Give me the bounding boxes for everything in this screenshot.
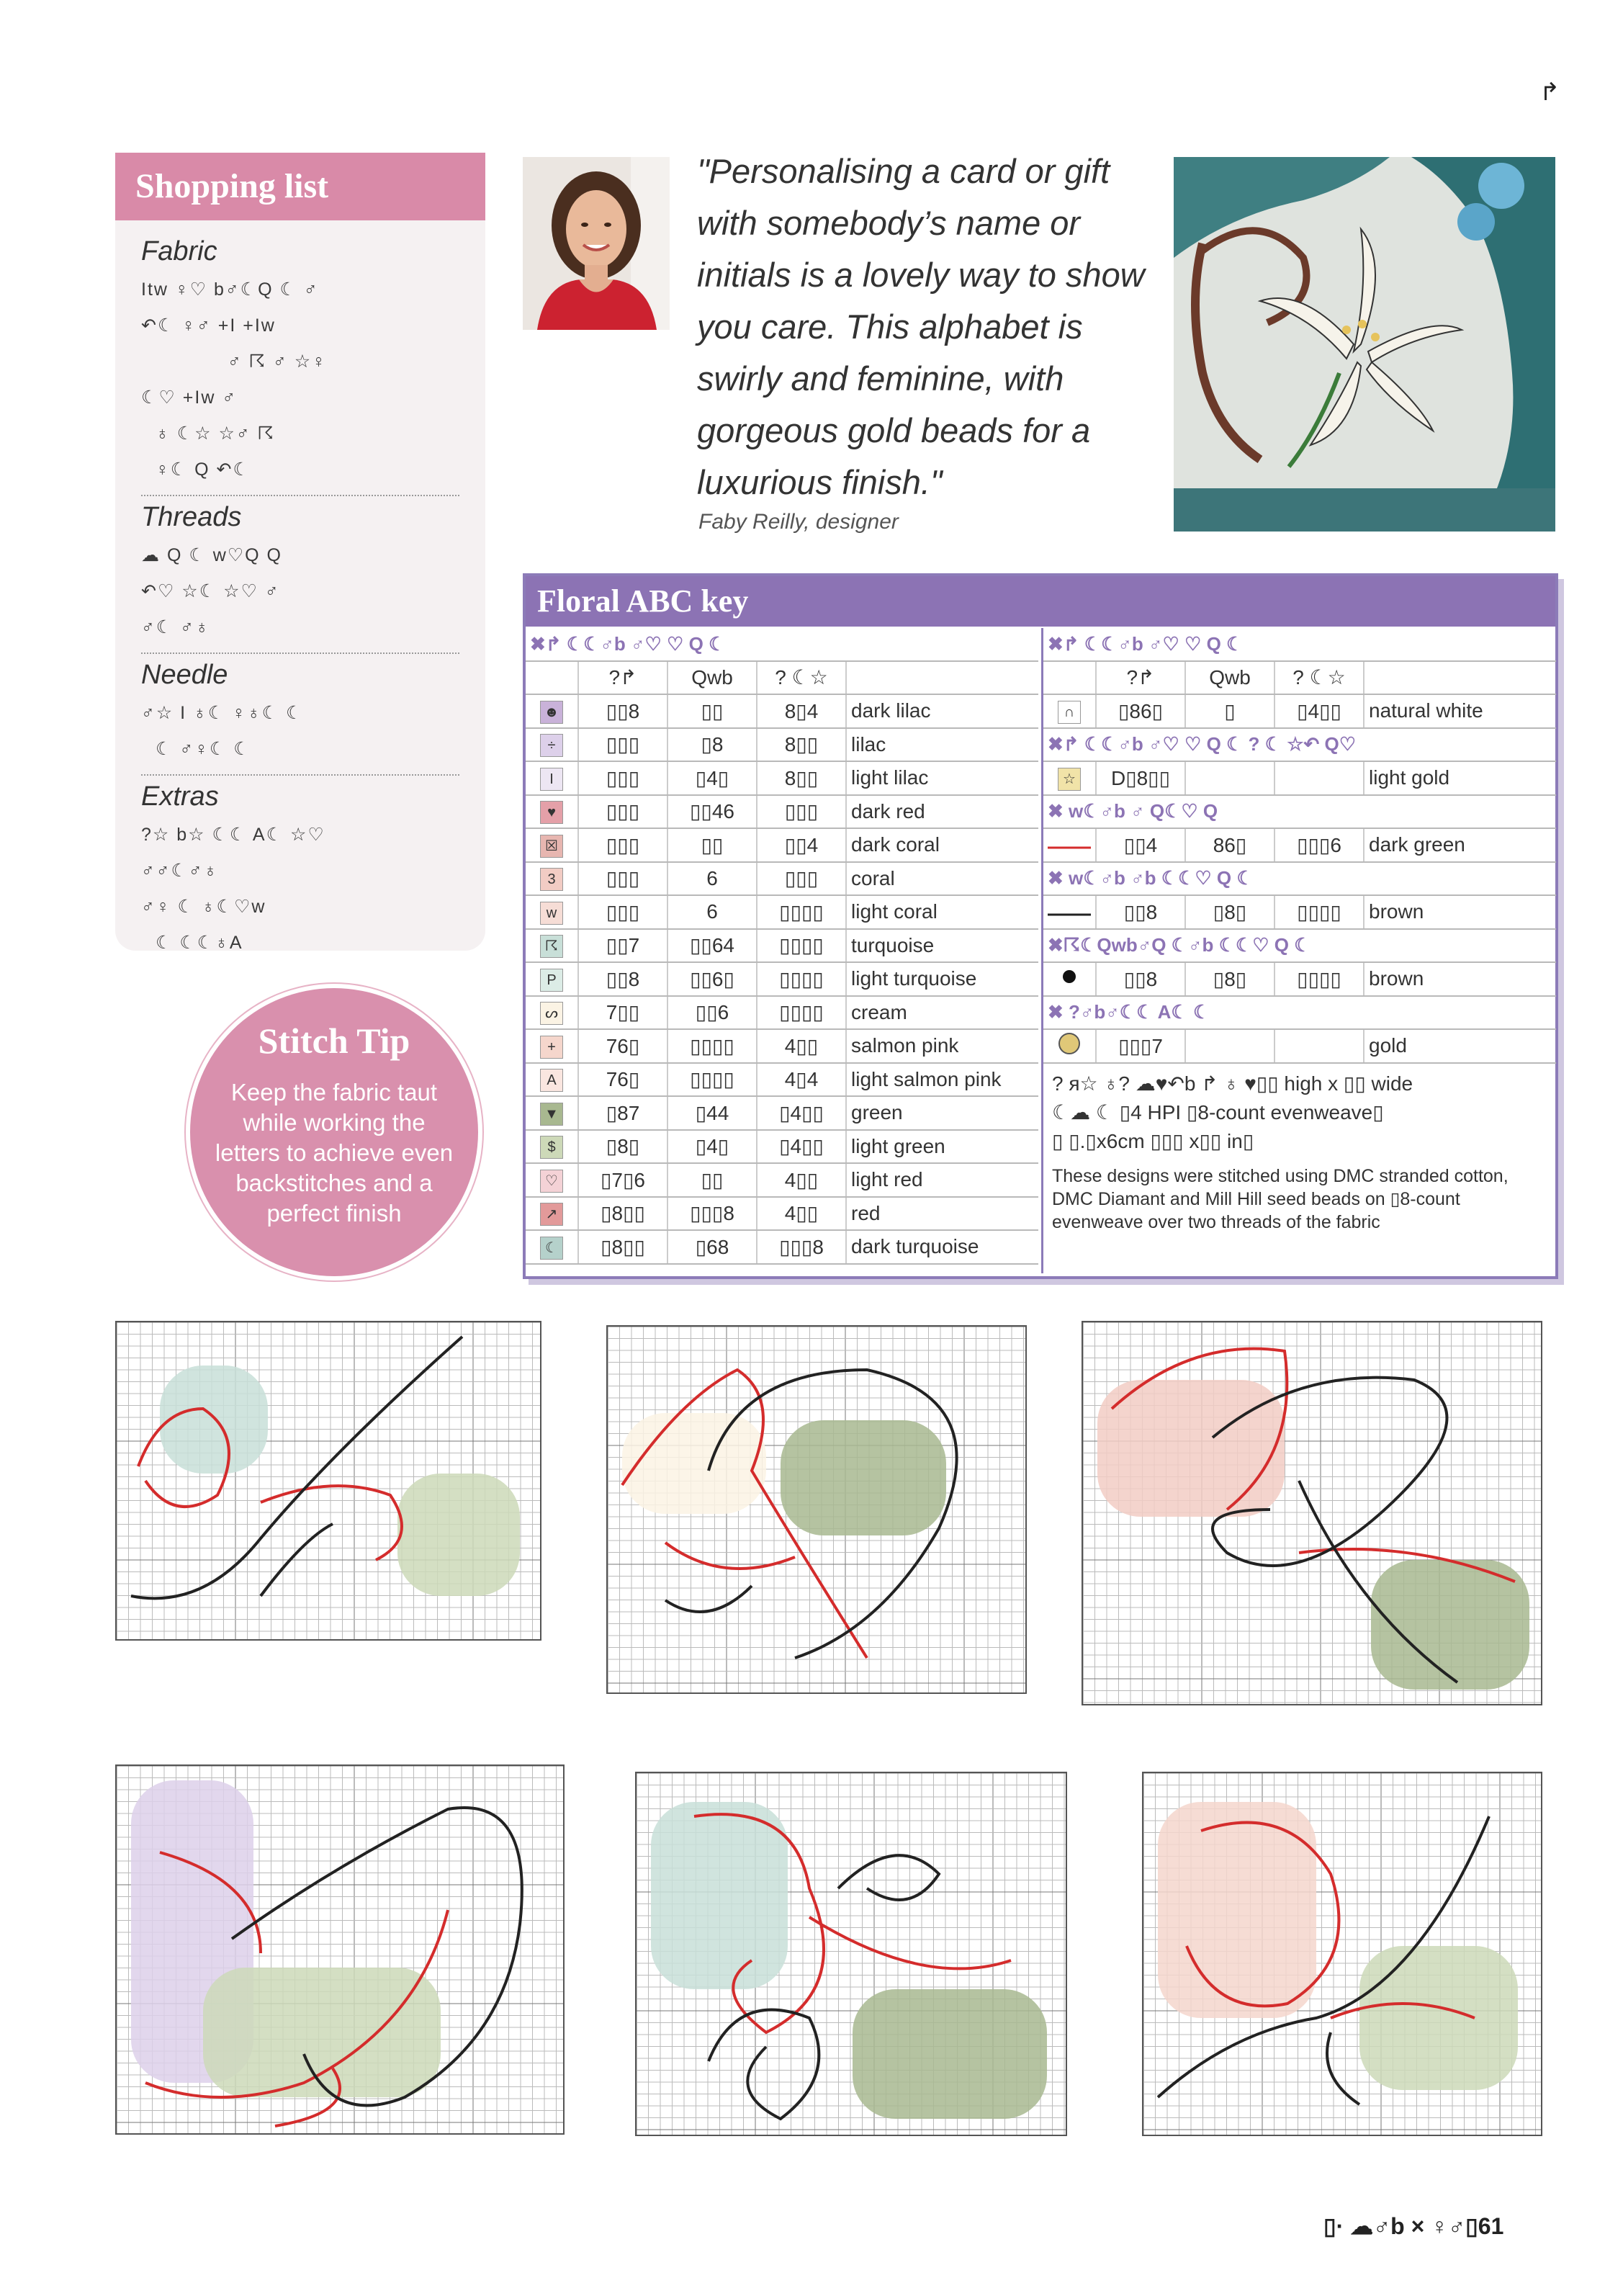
key-color-name: brown bbox=[1364, 895, 1556, 929]
key-value: ▯▯▯ bbox=[578, 795, 667, 829]
key-color-name: light gold bbox=[1364, 761, 1556, 795]
key-value: ▯44 bbox=[667, 1096, 757, 1130]
key-row bbox=[526, 895, 1038, 929]
key-value: 8▯4 bbox=[757, 694, 846, 728]
key-value: ▯▯8 bbox=[1096, 962, 1185, 996]
extras-line: ☾ ☾☾♁A bbox=[156, 933, 243, 953]
key-left-column bbox=[526, 628, 1038, 1265]
col-header: Qwb bbox=[667, 661, 757, 695]
key-row bbox=[526, 1096, 1038, 1130]
key-title: Floral ABC key bbox=[526, 576, 1555, 627]
key-color-name: dark coral bbox=[846, 828, 1038, 862]
key-value: ▯▯▯ bbox=[578, 828, 667, 862]
key-color-name: light red bbox=[846, 1163, 1038, 1197]
key-value: ▯8▯ bbox=[578, 1130, 667, 1164]
col-header: Qwb bbox=[1185, 661, 1274, 695]
threads-line: ☁ Q ☾ w♡Q Q bbox=[141, 545, 282, 565]
key-value: 4▯▯ bbox=[757, 1029, 846, 1063]
key-row bbox=[1043, 828, 1556, 862]
key-value: ▯7▯6 bbox=[578, 1163, 667, 1197]
key-value: ▯▯ bbox=[667, 828, 757, 862]
threads-line: ↶♡ ☆☾ ☆♡ ♂ bbox=[141, 581, 280, 601]
key-value: ▯▯8 bbox=[578, 694, 667, 728]
key-value: ▯8▯▯ bbox=[578, 1197, 667, 1231]
color-swatch: A bbox=[540, 1069, 563, 1092]
divider bbox=[141, 653, 459, 654]
key-value: D▯8▯▯ bbox=[1096, 761, 1185, 795]
shopping-list-panel bbox=[115, 153, 485, 951]
key-color-name: gold bbox=[1364, 1029, 1556, 1063]
key-value: ▯▯ bbox=[667, 1163, 757, 1197]
key-value: ▯8▯ bbox=[1185, 962, 1274, 996]
extras-title: Extras bbox=[141, 781, 219, 812]
key-value: ▯▯▯▯ bbox=[667, 1029, 757, 1063]
key-value: ▯▯▯▯ bbox=[667, 1063, 757, 1097]
key-row bbox=[526, 1230, 1038, 1264]
key-value: ▯▯▯ bbox=[578, 862, 667, 896]
key-value: ▯▯▯7 bbox=[1096, 1029, 1185, 1063]
shopping-list-title: Shopping list bbox=[115, 153, 485, 220]
key-value: ▯8▯ bbox=[1185, 895, 1274, 929]
size-line: ? я☆ ♁? ☁♥↶b ↱ ♁ ♥▯▯ high x ▯▯ wide bbox=[1052, 1072, 1413, 1095]
key-subheader: ✖ w☾♂b ♂ Q☾♡ Q bbox=[1043, 795, 1556, 829]
key-value: 8▯▯ bbox=[757, 761, 846, 795]
key-row bbox=[1043, 962, 1556, 996]
key-value: ▯4▯▯ bbox=[757, 1096, 846, 1130]
key-value: 4▯▯ bbox=[757, 1197, 846, 1231]
red-backstitch-line-icon bbox=[1048, 844, 1091, 851]
col-header: ?↱ bbox=[1096, 661, 1185, 695]
key-value: ▯4▯▯ bbox=[1274, 694, 1364, 728]
key-value: 76▯ bbox=[578, 1029, 667, 1063]
key-value: 7▯▯ bbox=[578, 996, 667, 1030]
key-subheader: ✖↱ ☾☾♂b ♂♡ ♡ Q ☾ ? ☾ ☆↶ Q♡ bbox=[1043, 728, 1556, 762]
needle-title: Needle bbox=[141, 660, 228, 690]
fabric-line: Itw ♀♡ b♂☾Q ☾ ♂ bbox=[141, 279, 319, 300]
key-row bbox=[526, 962, 1038, 996]
key-color-name: brown bbox=[1364, 962, 1556, 996]
chart-letter-f bbox=[1142, 1772, 1542, 2136]
gold-bead-icon bbox=[1056, 1031, 1082, 1057]
key-value: ▯▯ bbox=[667, 694, 757, 728]
swatch-light-gold: ☆ bbox=[1058, 768, 1081, 791]
chart-letter-c bbox=[1082, 1321, 1542, 1705]
key-value: ▯▯▯8 bbox=[757, 1230, 846, 1264]
designer-quote: "Personalising a card or gift with somebody’s name or initials is a lovely way to show you care. This alphabet is swirly and feminine, with gorgeous gold beads for a luxurious finish." bbox=[697, 152, 1145, 501]
key-row bbox=[526, 1130, 1038, 1164]
stitched-area bbox=[622, 1413, 766, 1514]
key-value: ▯ bbox=[1185, 694, 1274, 728]
threads-section bbox=[141, 502, 459, 654]
key-color-name: red bbox=[846, 1197, 1038, 1231]
black-backstitch-line-icon bbox=[1048, 911, 1091, 918]
color-swatch: ♥ bbox=[540, 801, 563, 824]
key-row bbox=[1043, 761, 1556, 795]
color-swatch: ☻ bbox=[540, 701, 563, 724]
key-color-name: light coral bbox=[846, 895, 1038, 929]
key-color-name: salmon pink bbox=[846, 1029, 1038, 1063]
key-left-header: ✖↱ ☾☾♂b ♂♡ ♡ Q ☾ bbox=[526, 628, 1038, 661]
stitched-lily-photo bbox=[1174, 157, 1555, 532]
key-color-name: green bbox=[846, 1096, 1038, 1130]
fabric-line: ☾♡ +Iw ♂ bbox=[141, 387, 238, 408]
key-value: ▯▯6 bbox=[667, 996, 757, 1030]
key-value: 86▯ bbox=[1185, 828, 1274, 862]
key-row bbox=[526, 795, 1038, 829]
needle-line: ☾ ♂♀☾ ☾ bbox=[156, 739, 251, 759]
color-swatch: 3 bbox=[540, 868, 563, 891]
key-value: ▯▯▯▯ bbox=[1274, 895, 1364, 929]
key-value: ▯▯▯ bbox=[578, 761, 667, 795]
threads-title: Threads bbox=[141, 502, 242, 532]
fabric-section bbox=[141, 236, 459, 496]
key-value: ▯▯▯8 bbox=[667, 1197, 757, 1231]
threads-line: ♂☾ ♂♁ bbox=[141, 617, 210, 637]
key-row bbox=[526, 1163, 1038, 1197]
key-value: ▯8▯▯ bbox=[578, 1230, 667, 1264]
fabric-line: ♀☾ Q ↶☾ bbox=[156, 459, 251, 480]
color-swatch: $ bbox=[540, 1136, 563, 1159]
key-value: ▯▯▯▯ bbox=[757, 895, 846, 929]
key-row bbox=[1043, 694, 1556, 728]
stitched-area bbox=[853, 1989, 1047, 2119]
fabric-line: ↶☾ ♀♂ +I +Iw bbox=[141, 315, 276, 336]
key-value: ▯▯7 bbox=[578, 929, 667, 963]
key-color-name: light green bbox=[846, 1130, 1038, 1164]
extras-line: ♂♀ ☾ ♁☾♡w bbox=[141, 897, 266, 917]
key-value: ▯▯▯ bbox=[757, 862, 846, 896]
divider bbox=[141, 495, 459, 496]
color-swatch: ☈ bbox=[540, 935, 563, 958]
key-value: ▯▯8 bbox=[578, 962, 667, 996]
key-value: ▯▯▯▯ bbox=[1274, 962, 1364, 996]
key-value: ▯4▯▯ bbox=[757, 1130, 846, 1164]
key-value: ▯▯▯6 bbox=[1274, 828, 1364, 862]
key-color-name: natural white bbox=[1364, 694, 1556, 728]
key-value: ▯▯▯ bbox=[578, 895, 667, 929]
key-right-header: ✖↱ ☾☾♂b ♂♡ ♡ Q ☾ bbox=[1043, 628, 1556, 661]
extras-line: ♂♂☾♂♁ bbox=[141, 861, 219, 881]
col-header: ?↱ bbox=[578, 661, 667, 695]
stitched-area bbox=[651, 1802, 788, 1989]
key-value: ▯▯▯ bbox=[578, 728, 667, 762]
key-color-name: coral bbox=[846, 862, 1038, 896]
floral-abc-key bbox=[523, 573, 1558, 1279]
key-color-name: dark lilac bbox=[846, 694, 1038, 728]
divider bbox=[141, 774, 459, 776]
chart-letter-a bbox=[115, 1321, 541, 1641]
key-value: ▯4▯ bbox=[667, 761, 757, 795]
chart-letter-d bbox=[115, 1764, 565, 2135]
key-table-right bbox=[1043, 628, 1556, 1064]
stitched-area bbox=[397, 1474, 520, 1596]
key-table-left bbox=[526, 628, 1038, 1265]
color-swatch: I bbox=[540, 768, 563, 791]
key-row bbox=[526, 929, 1038, 963]
extras-section bbox=[141, 781, 459, 961]
key-subheader: ✖☈☾Qwb♂Q ☾♂b ☾☾♡ Q ☾ bbox=[1043, 929, 1556, 963]
fabric-line: ♂ ☈ ♂ ☆♀ bbox=[228, 351, 327, 372]
key-color-name: dark turquoise bbox=[846, 1230, 1038, 1264]
stitch-tip bbox=[190, 988, 478, 1276]
materials-note: These designs were stitched using DMC stranded cotton, DMC Diamant and Mill Hill seed beads on ▯8-count evenweave over two threads of the fabric bbox=[1052, 1165, 1509, 1232]
page-footer: ▯· ☁♂b × ♀♂▯61 bbox=[1323, 2213, 1504, 2239]
key-value: ▯8 bbox=[667, 728, 757, 762]
key-value: ▯▯6▯ bbox=[667, 962, 757, 996]
corner-arrow-icon: ↱ bbox=[1539, 79, 1560, 106]
key-row bbox=[1043, 895, 1556, 929]
chart-letter-e bbox=[635, 1772, 1067, 2136]
stitch-tip-title: Stitch Tip bbox=[258, 1021, 410, 1061]
key-value: ▯▯▯▯ bbox=[757, 929, 846, 963]
key-row bbox=[526, 694, 1038, 728]
key-row bbox=[526, 728, 1038, 762]
stitched-area bbox=[1097, 1380, 1285, 1517]
key-value: ▯86▯ bbox=[1096, 694, 1185, 728]
key-value: 4▯4 bbox=[757, 1063, 846, 1097]
key-color-name: lilac bbox=[846, 728, 1038, 762]
key-subheader: ✖ w☾♂b ♂b ☾☾♡ Q ☾ bbox=[1043, 862, 1556, 896]
key-row bbox=[526, 828, 1038, 862]
stitch-tip-text: Keep the fabric taut while working the letters to achieve even backstitches and a perfect finish bbox=[215, 1079, 454, 1227]
key-subheader: ✖ ?♂b♂☾☾ A☾ ☾ bbox=[1043, 996, 1556, 1030]
key-value: ▯▯▯ bbox=[757, 795, 846, 829]
key-value: 8▯▯ bbox=[757, 728, 846, 762]
quote-credit: Faby Reilly, designer bbox=[698, 510, 899, 534]
stitched-area bbox=[1359, 1946, 1518, 2090]
designer-photo bbox=[523, 157, 670, 330]
color-swatch: ♡ bbox=[540, 1170, 563, 1193]
color-swatch: + bbox=[540, 1036, 563, 1059]
key-row bbox=[526, 1063, 1038, 1097]
key-value: ▯68 bbox=[667, 1230, 757, 1264]
size-line: ▯ ▯.▯x6cm ▯▯▯ x▯▯ in▯ bbox=[1052, 1129, 1254, 1152]
key-value: ▯87 bbox=[578, 1096, 667, 1130]
stitch-size-info bbox=[1043, 1064, 1556, 1162]
key-value: 4▯▯ bbox=[757, 1163, 846, 1197]
swatch-natural-white: ∩ bbox=[1058, 701, 1081, 724]
color-swatch: ↗ bbox=[540, 1203, 563, 1226]
color-swatch: ☒ bbox=[540, 835, 563, 858]
col-header: ? ☾☆ bbox=[757, 661, 846, 695]
key-row bbox=[526, 862, 1038, 896]
color-swatch: P bbox=[540, 969, 563, 992]
key-color-name: light turquoise bbox=[846, 962, 1038, 996]
key-row bbox=[526, 1197, 1038, 1231]
key-color-name: light salmon pink bbox=[846, 1063, 1038, 1097]
key-row bbox=[1043, 1029, 1556, 1063]
fabric-line: ♁ ☾☆ ☆♂ ☈ bbox=[156, 423, 275, 444]
needle-line: ♂☆ I ♁☾ ♀♁☾ ☾ bbox=[141, 703, 304, 723]
col-header: ? ☾☆ bbox=[1274, 661, 1364, 695]
color-swatch: ÷ bbox=[540, 734, 563, 757]
chart-letter-b bbox=[606, 1325, 1027, 1694]
key-color-name: cream bbox=[846, 996, 1038, 1030]
key-value: ▯▯46 bbox=[667, 795, 757, 829]
key-value: ▯▯4 bbox=[757, 828, 846, 862]
key-color-name: turquoise bbox=[846, 929, 1038, 963]
key-color-name: dark green bbox=[1364, 828, 1556, 862]
key-row bbox=[526, 1029, 1038, 1063]
stitched-area bbox=[781, 1420, 946, 1535]
key-color-name: dark red bbox=[846, 795, 1038, 829]
stitched-area bbox=[203, 1968, 441, 2097]
color-swatch: ▼ bbox=[540, 1103, 563, 1126]
color-swatch: w bbox=[540, 902, 563, 925]
key-value: ▯▯4 bbox=[1096, 828, 1185, 862]
key-right-column bbox=[1041, 628, 1556, 1273]
key-value: 6 bbox=[667, 895, 757, 929]
french-knot-icon bbox=[1058, 966, 1080, 987]
key-value: ▯▯▯▯ bbox=[757, 962, 846, 996]
key-value: ▯▯▯▯ bbox=[757, 996, 846, 1030]
extras-line: ?☆ b☆ ☾☾ A☾ ☆♡ bbox=[141, 825, 325, 845]
key-value: ▯▯64 bbox=[667, 929, 757, 963]
key-value: 76▯ bbox=[578, 1063, 667, 1097]
fabric-title: Fabric bbox=[141, 236, 217, 266]
color-swatch: ☾ bbox=[540, 1237, 563, 1260]
size-line: ☾☁ ☾ ▯4 HPI ▯8-count evenweave▯ bbox=[1052, 1100, 1384, 1124]
key-value: 6 bbox=[667, 862, 757, 896]
key-value: ▯▯8 bbox=[1096, 895, 1185, 929]
color-swatch: ᔕ bbox=[540, 1002, 563, 1025]
key-row bbox=[526, 996, 1038, 1030]
key-row bbox=[526, 761, 1038, 795]
key-color-name: light lilac bbox=[846, 761, 1038, 795]
needle-section bbox=[141, 660, 459, 776]
key-value: ▯4▯ bbox=[667, 1130, 757, 1164]
